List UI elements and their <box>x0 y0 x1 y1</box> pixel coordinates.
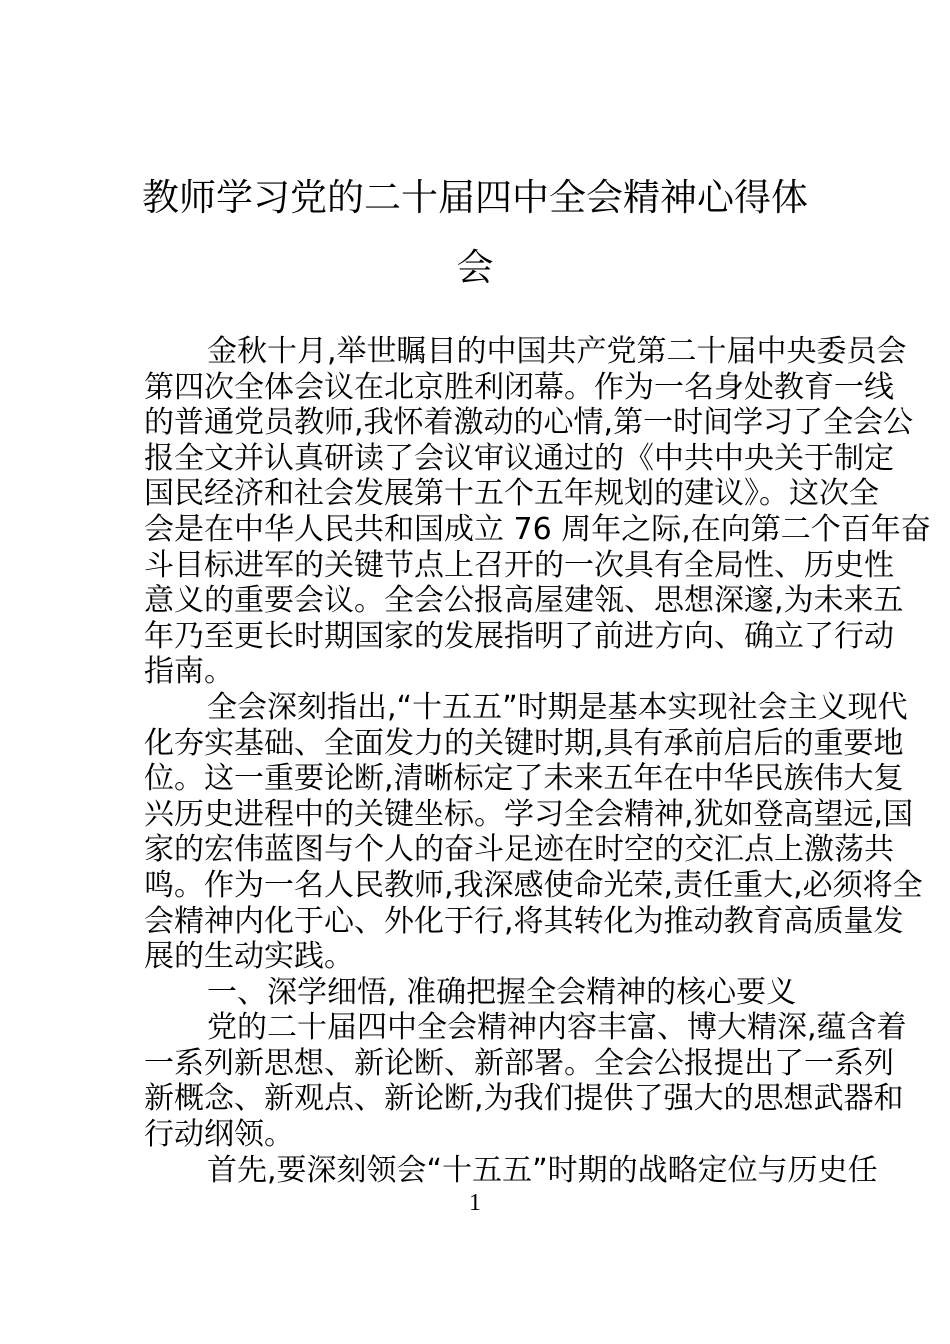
paragraph <box>144 689 923 975</box>
document-title-continued: 会 <box>456 246 494 289</box>
text-line: 全会深刻指出,“十五五”时期是基本实现社会主义现代 <box>207 689 908 725</box>
text-line: 新概念、新观点、新论断,为我们提供了强大的思想武器和 <box>144 1081 904 1117</box>
text-line: 展的生动实践。 <box>144 939 354 975</box>
text-line: 首先,要深刻领会“十五五”时期的战略定位与历史任 <box>207 1152 878 1188</box>
text-line: 行动纲领。 <box>144 1117 294 1153</box>
text-line: 第四次全体会议在北京胜利闭幕。作为一名身处教育一线 <box>144 369 894 405</box>
text-line: 年乃至更长时期国家的发展指明了前进方向、确立了行动 <box>144 618 894 654</box>
text-line: 位。这一重要论断,清晰标定了未来五年在中华民族伟大复 <box>144 761 904 797</box>
text-line: 报全文并认真研读了会议审议通过的《中共中央关于制定 <box>144 440 894 476</box>
text-line: 兴历史进程中的关键坐标。学习全会精神,犹如登高望远,国 <box>144 796 914 832</box>
document-body <box>144 334 931 1188</box>
text-line: 的普通党员教师,我怀着激动的心情,第一时间学习了全会公 <box>144 405 914 441</box>
text-line: 家的宏伟蓝图与个人的奋斗足迹在时空的交汇点上激荡共 <box>144 832 894 868</box>
text-line: 金秋十月,举世瞩目的中国共产党第二十届中央委员会 <box>207 334 907 369</box>
section-heading <box>144 975 808 1011</box>
text-line: 意义的重要会议。全会公报高屋建瓴、思想深邃,为未来五 <box>144 583 904 619</box>
text-line: 会是在中华人民共和国成立 76 周年之际,在向第二个百年奋 <box>144 511 931 547</box>
paragraph <box>144 1010 907 1153</box>
text-line: 斗目标进军的关键节点上召开的一次具有全局性、历史性 <box>144 547 894 583</box>
text-line: 会精神内化于心、外化于行,将其转化为推动教育高质量发 <box>144 903 904 939</box>
text-line: 化夯实基础、全面发力的关键时期,具有承前启后的重要地 <box>144 725 904 761</box>
text-line: 鸣。作为一名人民教师,我深感使命光荣,责任重大,必须将全 <box>144 867 923 903</box>
text-line: 指南。 <box>144 654 234 690</box>
paragraph <box>144 1152 878 1189</box>
text-line: 国民经济和社会发展第十五个五年规划的建议》。这次全 <box>144 476 879 512</box>
page-number: 1 <box>469 1190 481 1216</box>
text-line: 一、深学细悟, 准确把握全会精神的核心要义 <box>207 974 797 1010</box>
paragraph <box>144 334 931 690</box>
text-line: 一系列新思想、新论断、新部署。全会公报提出了一系列 <box>144 1045 894 1081</box>
document-title: 教师学习党的二十届四中全会精神心得体 <box>142 176 808 219</box>
text-line: 党的二十届四中全会精神内容丰富、博大精深,蕴含着 <box>207 1010 907 1046</box>
